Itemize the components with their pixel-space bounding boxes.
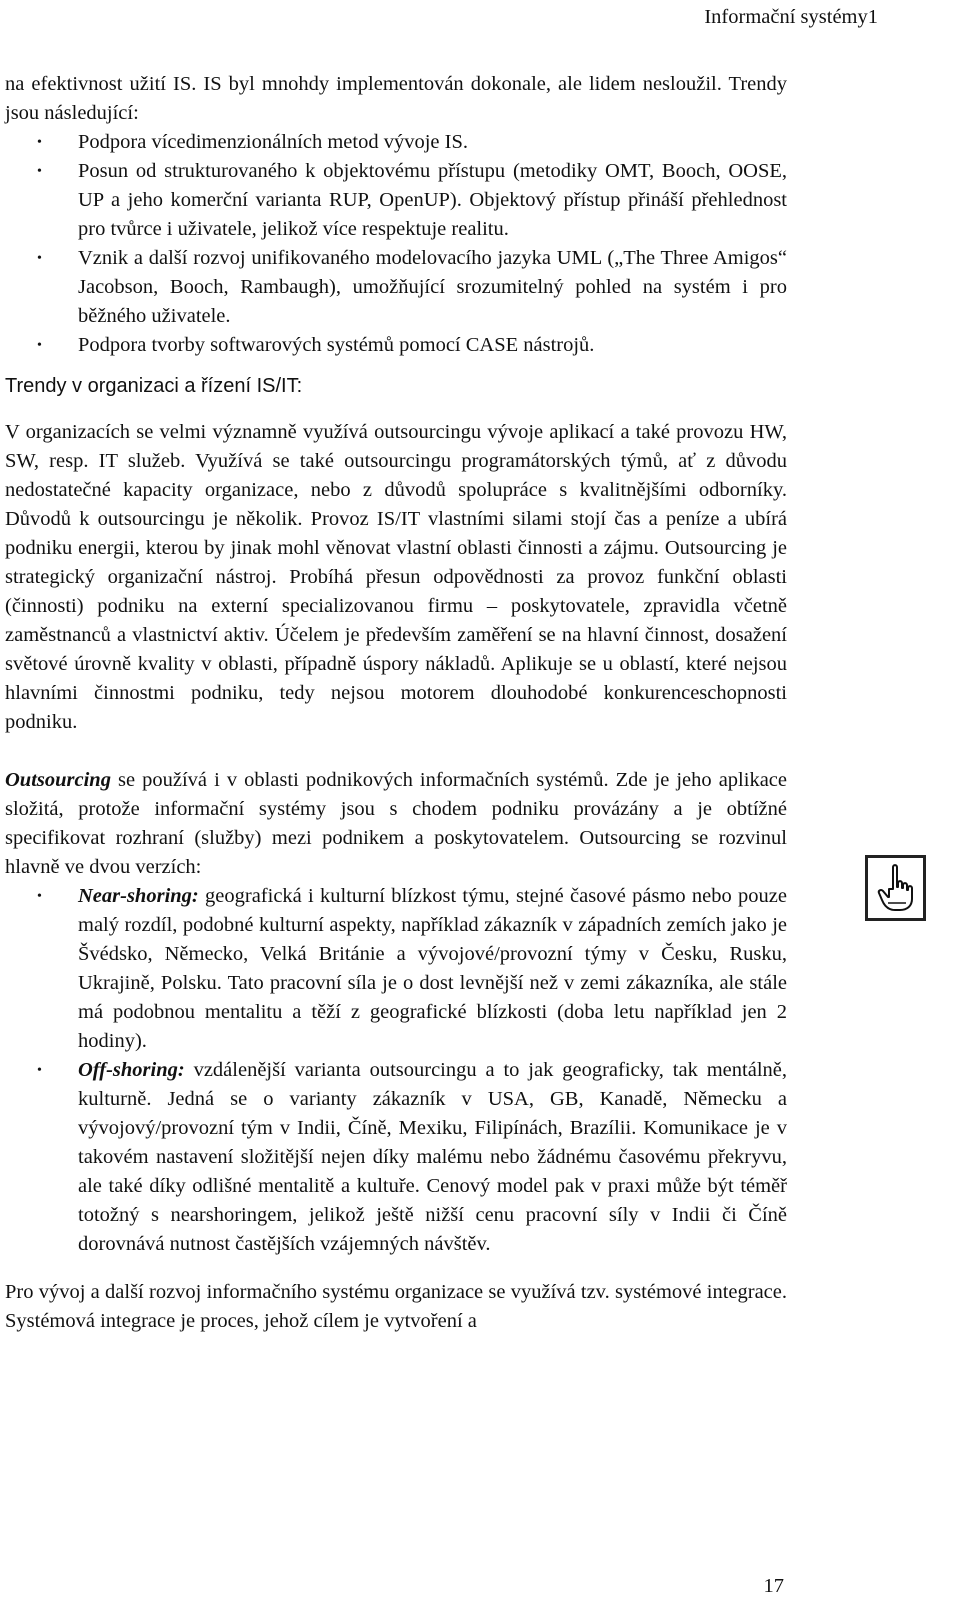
- list-item-text: Vznik a další rozvoj unifikovaného modelovacího jazyka UML („The Three Amigos“ Jacobson, Booch, Rambaugh), umožňující srozumitelný pohled na systém i pro běžného uživatele.: [78, 247, 787, 327]
- running-header: Informační systémy1: [704, 6, 878, 28]
- bullet-icon: •: [37, 338, 42, 353]
- list-item-text: Podpora vícedimenzionálních metod vývoje IS.: [78, 131, 468, 153]
- bullet-icon: •: [37, 251, 42, 266]
- bullet-icon: •: [37, 164, 42, 179]
- intro-paragraph: na efektivnost užití IS. IS byl mnohdy implementován dokonale, ale lidem nesloužil. Trendy jsou následující:: [5, 73, 787, 124]
- term-off-shoring: Off-shoring:: [78, 1059, 185, 1081]
- list-item: [5, 157, 787, 244]
- list-item: [5, 882, 787, 1056]
- list-item: [5, 1056, 787, 1259]
- list-item-text: Podpora tvorby softwarových systémů pomocí CASE nástrojů.: [78, 334, 595, 356]
- outsourcing-systems-paragraph: [5, 766, 787, 882]
- list-item: [5, 128, 787, 157]
- integration-paragraph: Pro vývoj a další rozvoj informačního systému organizace se využívá tzv. systémové integrace. Systémová integrace je proces, jehož cílem je vytvoření a: [5, 1281, 787, 1332]
- pointing-finger-icon: [865, 855, 926, 921]
- paragraph-text: se používá i v oblasti podnikových informačních systémů. Zde je jeho aplikace složitá, protože informační systémy jsou s chodem podniku provázány a je obtížné specifikovat rozhraní (služby) mezi podnikem a poskytovatelem. Outsourcing se rozvinul hlavně ve dvou verzích:: [5, 769, 787, 878]
- section-heading: Trendy v organizaci a řízení IS/IT:: [5, 375, 303, 397]
- page-number: 17: [763, 1575, 784, 1597]
- bullet-icon: •: [37, 1063, 42, 1078]
- list-item-text: vzdálenější varianta outsourcingu a to jak geograficky, tak mentálně, kulturně. Jedná se o varianty zákazník v USA, GB, Kanadě, Německu a vývojový/provozní tým v Indii, Číně, Mexiku, Filipínách, Brazílii. Komunikace je v takovém nastavení složitější nejen díky malému nebo žádnému časovému překryvu, ale také díky odlišné mentalitě a kultuře. Cenový model pak v praxi může být téměř totožný s nearshoringem, jelikož ještě nižší cenu pracovní síly v Indii či Číně dorovnává nutnost častějších vzájemných návštěv.: [78, 1059, 787, 1255]
- list-item-text: geografická i kulturní blízkost týmu, stejné časové pásmo nebo pouze malý rozdíl, podobné kulturní aspekty, například zákazník v západních zemích jako je Švédsko, Německo, Velká Británie a vývojové/provozní týmy v Česku, Rusku, Ukrajině, Polsku. Tato pracovní síla je o dost levnější než v zemi zákazníka, ale stále má podobnou mentalitu a těží z geografické blízkosti (doba letu například jen 2 hodiny).: [78, 885, 787, 1052]
- term-near-shoring: Near-shoring:: [78, 885, 199, 907]
- outsourcing-paragraph: V organizacích se velmi významně využívá outsourcingu vývoje aplikací a také provozu HW, SW, resp. IT služeb. Využívá se také outsourcingu programátorských týmů, ať z důvodu nedostatečné kapacity organizace, nebo z důvodů spolupráce s kvalitnějšími odborníky. Důvodů k outsourcingu je několik. Provoz IS/IT vlastními silami stojí čas a peníze a ubírá podniku energii, kterou by jinak mohl věnovat vlastní oblasti činnosti a zájmu. Outsourcing je strategický organizační nástroj. Probíhá přesun odpovědnosti za provoz funkční oblasti (činnosti) podniku na externí specializovanou firmu – poskytovatele, zpravidla včetně zaměstnanců a vlastnictví aktiv. Účelem je především zaměření se na hlavní činnost, dosažení světové úrovně kvality v oblasti, případně úspory nákladů. Aplikuje se u oblastí, které nejsou hlavními činnostmi podniku, tedy nejsou motorem dlouhodobé konkurenceschopnosti podniku.: [5, 421, 787, 733]
- list-item: [5, 244, 787, 331]
- term-outsourcing: Outsourcing: [5, 769, 111, 791]
- pointing-finger-icon-graphic: [876, 863, 916, 913]
- trends-list: [5, 128, 787, 360]
- bullet-icon: •: [37, 889, 42, 904]
- list-item: [5, 331, 787, 360]
- page-body: [5, 70, 787, 1336]
- bullet-icon: •: [37, 135, 42, 150]
- versions-list: [5, 882, 787, 1259]
- list-item-text: Posun od strukturovaného k objektovému přístupu (metodiky OMT, Booch, OOSE, UP a jeho komerční varianta RUP, OpenUP). Objektový přístup přináší přehlednost pro tvůrce i uživatele, jelikož více respektuje realitu.: [78, 160, 787, 240]
